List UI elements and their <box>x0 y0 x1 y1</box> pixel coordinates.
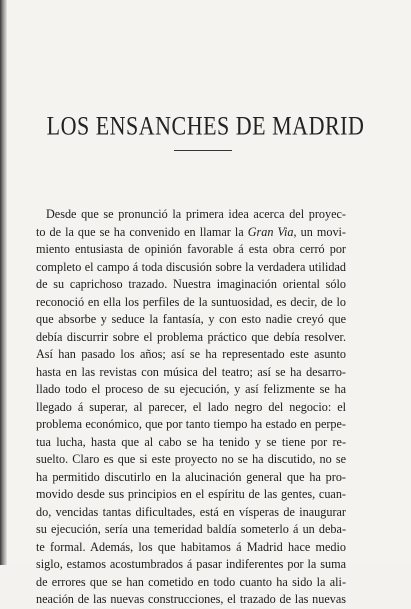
chapter-title: LOS ENSANCHES DE MADRID <box>46 110 365 141</box>
text-line: movido desde sus principios en el espíritu de las gentes, cuan- <box>36 487 346 501</box>
text-line: tua lucha, hasta que al cabo se ha tenido y se tiene por re- <box>36 434 346 449</box>
text-line: siglo, estamos acostumbrados á pasar indiferentes por la suma <box>36 557 346 571</box>
page-binding-edge <box>0 0 7 565</box>
text-line: to de la que se ha convenido en llamar la Gran Via, un movi- <box>36 224 346 239</box>
text-line: su ejecución, sería una temeridad baldía someterlo á un deba- <box>36 522 346 536</box>
text-line: do, vencidas tantas dificultades, está en vísperas de inaugurar <box>36 504 346 519</box>
text-line: de errores que se han cometido en todo cuanto ha sido la ali- <box>36 574 346 589</box>
body-text <box>36 206 346 609</box>
text-line: de su caprichoso trazado. Nuestra imaginación oriental sólo <box>36 277 346 291</box>
text-line: te formal. Además, los que habitamos á Madrid hace medio <box>36 539 346 554</box>
text-line: llegado á superar, al parecer, el lado negro del negocio: el <box>36 399 346 414</box>
text-line: que absorbe y seduce la fantasía, y con esto nadie creyó que <box>36 312 346 326</box>
text-line: ha permitido discutirlo en la alucinación general que ha pro- <box>36 469 346 484</box>
text-line: problema económico, que por tanto tiempo ha estado en perpe- <box>36 417 346 431</box>
text-line: suelto. Claro es que si este proyecto no se ha discutido, no se <box>36 452 346 466</box>
title-rule <box>174 150 232 151</box>
text-line: llado todo el proceso de su ejecución, y así felizmente se ha <box>36 382 346 396</box>
text-line: hasta en las revistas con música del teatro; así se ha desarro- <box>36 364 346 379</box>
text-line: reconoció en ella los perfiles de la suntuosidad, es decir, de lo <box>36 294 346 309</box>
text-line: Desde que se pronunció la primera idea acerca del proyec- <box>46 207 346 221</box>
text-line: completo el campo á toda discusión sobre la verdadera utilidad <box>36 259 346 274</box>
text-line: neación de las nuevas construcciones, el trazado de las nuevas <box>36 592 346 606</box>
text-line: miento entusiasta de opinión favorable á esta obra cerró por <box>36 242 346 256</box>
text-line: debía discurrir sobre el problema práctico que debía resolver. <box>36 329 346 344</box>
text-line: Así han pasado los años; así se ha representado este asunto <box>36 347 346 361</box>
